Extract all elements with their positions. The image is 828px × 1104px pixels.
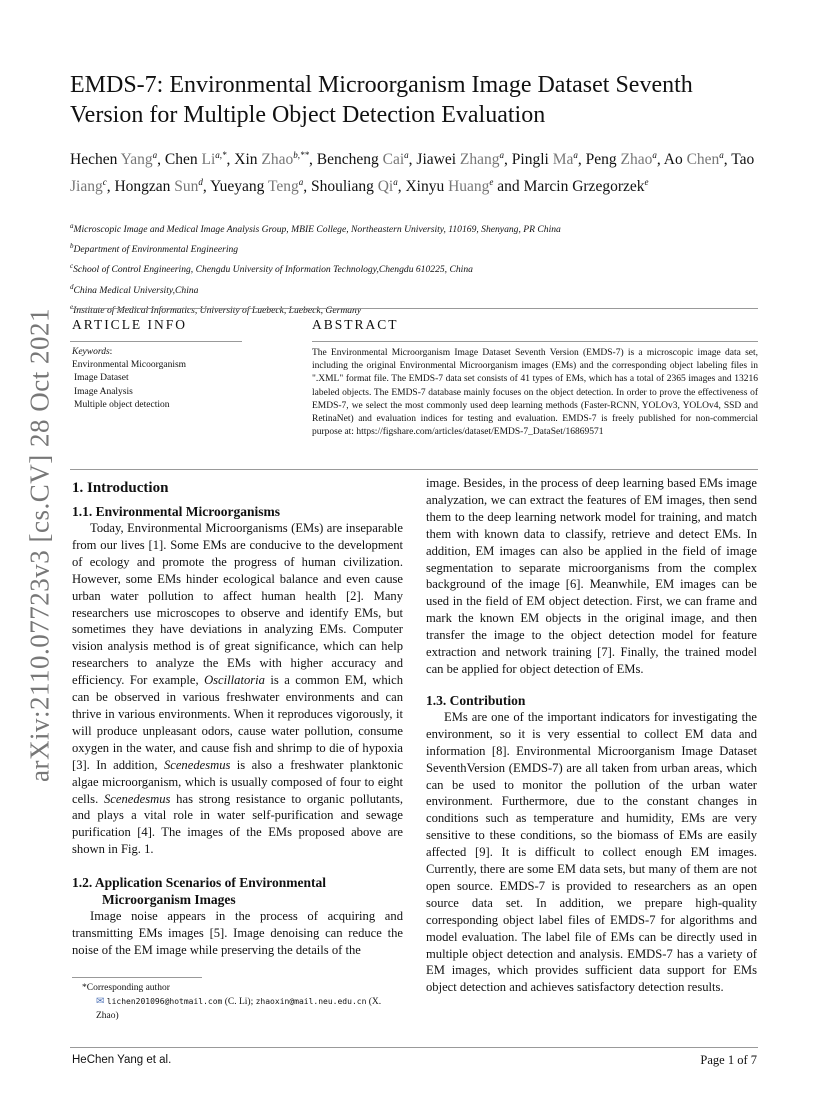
author-given-name: Xinyu xyxy=(405,178,449,196)
author-surname: Chen xyxy=(686,151,720,169)
author-name xyxy=(524,178,649,195)
keywords-label: Keywords xyxy=(72,347,110,357)
author-given-name: Shouliang xyxy=(310,178,378,196)
author-surname: Qi xyxy=(377,178,394,196)
affiliation-line: $^b$Department of Environmental Engineering xyxy=(70,242,239,256)
author-surname: Teng xyxy=(267,178,299,196)
corresponding-author-note: *Corresponding author xyxy=(82,983,170,993)
author-name xyxy=(405,178,493,195)
footnote-divider xyxy=(72,977,202,978)
author-name xyxy=(70,151,157,168)
author-affiliation-mark: d xyxy=(198,177,203,188)
keywords-list xyxy=(72,359,292,412)
intro-paragraph-3: image. Besides, in the process of deep learning based EMs image analyzation, we can extract the features of EM images, then send them to the deep learning network model for training, and match them with known data to classify, retrieve and detect EMs. In addition, EM images can also be applied in the field of image segmentation to separate microorganisms from the complex background of the image [6]. Meanwhile, EM images can be used in the field of EM object detection. First, we can frame and mark the known EM objects in the original image, and then transfer the image to the object detection model for feature extraction and network training [7]. Finally, the trained model can be applied for object detection of EMs. xyxy=(426,476,757,676)
email-link-li[interactable]: lichen201096@hotmail.com xyxy=(106,997,223,1006)
abstract-bottom-divider xyxy=(70,469,758,470)
author-name xyxy=(234,151,309,168)
section-1-2-title: 1.2. Application Scenarios of Environmental Microorganism Images xyxy=(72,875,327,908)
author-surname: Ma xyxy=(552,151,574,169)
author-given-name: Hechen xyxy=(70,151,121,169)
section-1-1-heading: 1.1. Environmental Microorganisms xyxy=(72,504,280,519)
keyword-item: Image Analysis xyxy=(74,386,133,397)
affiliation-line: $^c$School of Control Engineering, Chengdu University of Information Technology,Chengdu 610225, China xyxy=(70,262,473,276)
section-introduction-heading: 1. Introduction xyxy=(72,480,169,496)
author-name xyxy=(512,151,578,168)
left-column xyxy=(72,480,403,959)
author-affiliation-mark: b,** xyxy=(293,150,310,160)
article-info-heading: ARTICLE INFO xyxy=(72,317,188,332)
author-surname: Zhao xyxy=(620,151,653,169)
author-surname: Huang xyxy=(448,178,490,196)
section-1-3-heading: 1.3. Contribution xyxy=(426,692,526,708)
affiliation-line: $^a$Microscopic Image and Medical Image Analysis Group, MBIE College, Northeastern University, 110169, Shenyang, PR China xyxy=(70,222,561,236)
author-affiliation-mark: e xyxy=(644,177,649,188)
author-affiliation-mark: a xyxy=(393,177,398,188)
author-given-name: Bencheng xyxy=(316,151,383,169)
author-affiliation-mark: a xyxy=(499,150,505,160)
author-affiliation-mark: c xyxy=(102,177,107,188)
author-given-name: Hongzan xyxy=(114,178,175,196)
author-name xyxy=(416,151,504,168)
author-affiliation-mark: a xyxy=(573,150,578,160)
email-owner-li: (C. Li); xyxy=(224,997,254,1007)
author-given-name: Ao xyxy=(663,151,687,169)
author-given-name: Jiawei xyxy=(416,151,460,169)
author-name xyxy=(664,151,724,168)
author-surname: Jiang xyxy=(70,178,103,196)
author-surname: Sun xyxy=(174,178,199,196)
author-surname: Yang xyxy=(120,151,153,169)
article-info-divider xyxy=(70,341,242,342)
keyword-item: Image Dataset xyxy=(74,373,129,384)
author-name xyxy=(165,151,227,168)
author-affiliation-mark: a xyxy=(404,150,409,160)
mail-icon: ✉ xyxy=(96,996,105,1007)
paper-title: EMDS-7: Environmental Microorganism Image Dataset Seventh Version for Multiple Object Detection Evaluation xyxy=(70,72,693,128)
author-given-name: Peng xyxy=(585,151,621,169)
email-owner-zhao: (X. Zhao) xyxy=(96,997,382,1021)
abstract-text: The Environmental Microorganism Image Dataset Seventh Version (EMDS-7) is a microscopic image data set, including the original Environmental Microorganism images (EMs) and the corresponding object labeling files in ".XML" format file. The EMDS-7 data set consists of 41 types of EMs, which has a total of 2365 images and 13216 labeled objects. The EMDS-7 database mainly focuses on the object detection. In order to prove the effectiveness of EMDS-7, we select the most commonly used deep learning methods (Faster-RCNN, YOLOv3, YOLOv4, SSD and RetinaNet) and evaluation indices for testing and evaluation. EMDS-7 is freely published for non-commercial purpose at: https://figshare.com/articles/dataset/EMDS-7_DataSet/16869571 xyxy=(312,348,758,438)
arxiv-stamp-text: arXiv:2110.07723v3 [cs.CV] 28 Oct 2021 xyxy=(24,308,55,782)
intro-paragraph-2: Image noise appears in the process of acquiring and transmitting EMs images [5]. Image denoising can reduce the noise of the EM image while preserving the details of the xyxy=(72,909,403,957)
abstract-heading: ABSTRACT xyxy=(312,317,399,332)
author-list: Hechen Yang$^a$, Chen $Li^{a,*}$, Xin Zhao$^{b,**}$, Bencheng Cai$^a$, Jiawei Zhang$^a$, Pingli Ma$^a$, Peng Zhao$^a$, Ao Chen$^a$, Tao Jiang$^c$, Hongzan Sun$^d$, Yueyang Teng$^a$, Shouliang Qi$^a$, Xinyu Huang$^e$ and Marcin Grzegorzek$^e$ xyxy=(70,150,755,196)
author-given-name: Xin xyxy=(234,151,262,169)
right-column xyxy=(426,475,757,996)
footer-page-number: Page 1 of 7 xyxy=(700,1053,757,1067)
section-1-2-heading xyxy=(72,874,403,908)
author-affiliation-mark: a xyxy=(298,177,304,188)
author-name xyxy=(311,178,398,195)
author-affiliation-mark: a,* xyxy=(215,150,227,160)
author-given-name: Yueyang xyxy=(210,178,268,196)
author-surname: Zhang xyxy=(459,151,500,169)
affiliation-list xyxy=(70,218,770,319)
header-divider xyxy=(70,308,758,309)
author-name xyxy=(114,178,202,195)
email-link-zhao[interactable]: zhaoxin@mail.neu.edu.cn xyxy=(255,997,367,1006)
footnote xyxy=(72,981,403,1023)
author-affiliation-mark: a xyxy=(652,150,657,160)
author-given-name: Marcin xyxy=(523,178,573,196)
arxiv-side-stamp xyxy=(20,300,60,790)
author-given-name: Pingli xyxy=(511,151,553,169)
intro-paragraph-1: Today, Environmental Microorganisms (EMs) are inseparable from our lives [1]. Some EMs are conducive to the development of ecology and promote the progress of human civilization. However, some EMs hinder ecological balance and even cause urban water pollution to affect human health [2]. Many researchers use microscopes to observe and identify EMs, but sometimes they have deviations in analyzing EMs. Computer vision analysis method is of great significance, which can help researchers to analyze the EMs with higher accuracy and efficiency. For example, Oscillatoria is a common EM, which can be observed in various freshwater environments and can thrive in various environments. When it reproduces vigorously, it will produce unpleasant odors, cause water pollution, consume oxygen in the water, and cause fish and shrimp to die of hypoxia [3]. In addition, Scenedesmus is also a freshwater planktonic algae microorganism, which is usually composed of four to eight cells. Scenedesmus has strong resistance to organic pollutants, and plays a vital role in water self-purification and sewage purification [4]. The images of the EMs proposed above are shown in Fig. 1. xyxy=(72,521,404,857)
author-given-name: Tao xyxy=(731,151,755,169)
author-name xyxy=(210,178,303,195)
author-surname: Zhao xyxy=(261,151,294,169)
footer-divider xyxy=(70,1047,758,1048)
footer-running-author: HeChen Yang et al. xyxy=(72,1054,172,1066)
author-given-name: Chen xyxy=(164,151,202,169)
author-surname: Grzegorzek xyxy=(572,178,645,196)
abstract-divider xyxy=(312,341,758,342)
author-affiliation-mark: a xyxy=(719,150,724,160)
contribution-paragraph: EMs are one of the important indicators for investigating the environment, so it is very essential to collect EM data and information [8]. Environmental Microorganism Image Dataset SeventhVersion (EMDS-7) are all taken from urban areas, which can be used to monitor the pollution of the urban water environment. Furthermore, due to the constant changes in conditions such as temperature and humidity, EMs are very sensitive to these conditions, so the biomass of EMs are easily affected [9]. It is difficult to collect enough EM images. Currently, there are some EM data sets, but many of them are not open source. EMDS-7 is provided to researchers as an open source data set. In addition, we prepare high-quality corresponding object label files of EMDS-7 for algorithms and model evaluation. The label file of EMs can be directly used in multiple object detection and analysis. EMDS-7 has a variety of EM images, which provides sufficient data support for EMs object detection and achieves satisfactory detection results. xyxy=(426,709,757,995)
author-surname: Li xyxy=(201,151,216,169)
affiliation-line: $^e$Institute of Medical Informatics, University of Luebeck, Luebeck, Germany xyxy=(70,302,362,316)
author-name xyxy=(317,151,409,168)
author-affiliation-mark: a xyxy=(152,150,158,160)
author-surname: Cai xyxy=(382,151,405,169)
affiliation-line: $^d$China Medical University,China xyxy=(70,282,199,296)
keyword-item: Multiple object detection xyxy=(74,399,170,410)
author-and: and xyxy=(497,178,520,196)
author-affiliation-mark: e xyxy=(489,177,494,188)
keyword-item: Environmental Micoorganism xyxy=(72,360,187,371)
author-name xyxy=(586,151,657,168)
keywords-block: Keywords: Environmental Micoorganism Image Dataset Image Analysis Multiple object detection xyxy=(72,346,292,412)
